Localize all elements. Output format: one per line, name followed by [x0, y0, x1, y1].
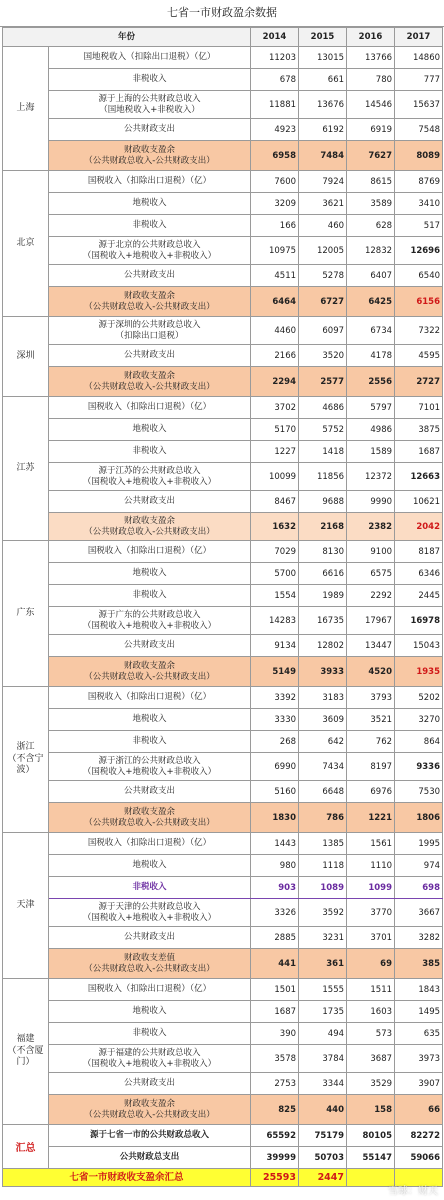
table-row [3, 47, 443, 69]
table-row [3, 781, 443, 803]
value-cell: 3344 [299, 1073, 347, 1095]
table-row [3, 563, 443, 585]
value-cell: 12696 [395, 237, 443, 265]
value-cell: 1443 [251, 833, 299, 855]
value-cell: 7101 [395, 397, 443, 419]
value-cell: 12663 [395, 463, 443, 491]
row-label: 地税收入 [49, 563, 251, 585]
table-row [3, 541, 443, 563]
table-row [3, 855, 443, 877]
value-cell: 1227 [251, 441, 299, 463]
value-cell: 517 [395, 215, 443, 237]
value-cell: 14546 [347, 91, 395, 119]
province-cell: 天津 [3, 833, 49, 979]
summary-label: 公共财政总支出 [49, 1147, 251, 1169]
row-label: 非税收入 [49, 1023, 251, 1045]
value-cell: 3667 [395, 899, 443, 927]
value-cell: 6990 [251, 753, 299, 781]
province-cell: 福建 （不含厦 门） [3, 979, 49, 1125]
value-cell: 16735 [299, 607, 347, 635]
value-cell: 1589 [347, 441, 395, 463]
value-cell: 1554 [251, 585, 299, 607]
value-cell: 5700 [251, 563, 299, 585]
table-row [3, 397, 443, 419]
value-cell: 8197 [347, 753, 395, 781]
row-label: 源于深圳的公共财政总收入 （扣除出口退税） [49, 317, 251, 345]
table-row [3, 171, 443, 193]
value-cell: 1495 [395, 1001, 443, 1023]
row-label: 公共财政支出 [49, 491, 251, 513]
value-cell: 8467 [251, 491, 299, 513]
value-cell: 15043 [395, 635, 443, 657]
row-label: 源于广东的公共财政总收入 （国税收入+地税收入+非税收入） [49, 607, 251, 635]
value-cell: 3702 [251, 397, 299, 419]
table-row [3, 1001, 443, 1023]
value-cell: 10975 [251, 237, 299, 265]
summary-row [3, 1147, 443, 1169]
summary-value: 65592 [251, 1125, 299, 1147]
row-label: 公共财政支出 [49, 265, 251, 287]
value-cell: 6919 [347, 119, 395, 141]
value-cell: 12832 [347, 237, 395, 265]
value-cell: 3609 [299, 709, 347, 731]
value-cell: 10621 [395, 491, 443, 513]
value-cell: 1221 [347, 803, 395, 833]
value-cell: 8615 [347, 171, 395, 193]
row-label: 公共财政支出 [49, 927, 251, 949]
value-cell: 440 [299, 1095, 347, 1125]
value-cell: 1501 [251, 979, 299, 1001]
value-cell: 3687 [347, 1045, 395, 1073]
value-cell: 786 [299, 803, 347, 833]
value-cell: 762 [347, 731, 395, 753]
row-label: 财政收支盈余 （公共财政总收入-公共财政支出） [49, 1095, 251, 1125]
row-label: 地税收入 [49, 709, 251, 731]
value-cell: 6727 [299, 287, 347, 317]
summary-label: 源于七省一市的公共财政总收入 [49, 1125, 251, 1147]
row-label: 财政收支盈余 （公共财政总收入-公共财政支出） [49, 657, 251, 687]
table-row [3, 687, 443, 709]
value-cell: 3521 [347, 709, 395, 731]
row-label: 地税收入 [49, 1001, 251, 1023]
value-cell: 6346 [395, 563, 443, 585]
value-cell: 3183 [299, 687, 347, 709]
value-cell: 777 [395, 69, 443, 91]
table-row [3, 927, 443, 949]
value-cell: 1735 [299, 1001, 347, 1023]
table-row [3, 731, 443, 753]
value-cell: 13676 [299, 91, 347, 119]
row-label: 源于天津的公共财政总收入 （国税收入+地税收入+非税收入） [49, 899, 251, 927]
table-row [3, 287, 443, 317]
row-label: 财政收支盈余 （公共财政总收入-公共财政支出） [49, 803, 251, 833]
row-label: 非税收入 [49, 731, 251, 753]
value-cell: 5160 [251, 781, 299, 803]
value-cell: 9336 [395, 753, 443, 781]
value-cell: 2577 [299, 367, 347, 397]
row-label: 公共财政支出 [49, 1073, 251, 1095]
value-cell: 3209 [251, 193, 299, 215]
summary-row [3, 1125, 443, 1147]
value-cell: 7322 [395, 317, 443, 345]
value-cell: 4520 [347, 657, 395, 687]
value-cell: 5170 [251, 419, 299, 441]
value-cell: 3770 [347, 899, 395, 927]
value-cell: 12802 [299, 635, 347, 657]
row-label: 非税收入 [49, 69, 251, 91]
summary-province-cell: 汇总 [3, 1125, 49, 1169]
table-row [3, 1095, 443, 1125]
value-cell: 12005 [299, 237, 347, 265]
value-cell: 2294 [251, 367, 299, 397]
value-cell: 3875 [395, 419, 443, 441]
table-row [3, 419, 443, 441]
row-label: 公共财政支出 [49, 119, 251, 141]
value-cell: 974 [395, 855, 443, 877]
value-cell: 9134 [251, 635, 299, 657]
value-cell: 6958 [251, 141, 299, 171]
value-cell: 13015 [299, 47, 347, 69]
value-cell: 1632 [251, 513, 299, 541]
value-cell: 780 [347, 69, 395, 91]
value-cell: 7484 [299, 141, 347, 171]
table-row [3, 367, 443, 397]
value-cell: 390 [251, 1023, 299, 1045]
row-label: 源于浙江的公共财政总收入 （国税收入+地税收入+非税收入） [49, 753, 251, 781]
header-year: 2015 [299, 28, 347, 47]
header-row [3, 28, 443, 47]
row-label: 地税收入 [49, 193, 251, 215]
value-cell: 3529 [347, 1073, 395, 1095]
table-row [3, 753, 443, 781]
row-label: 财政收支盈余 （公共财政总收入-公共财政支出） [49, 287, 251, 317]
value-cell: 5752 [299, 419, 347, 441]
value-cell: 980 [251, 855, 299, 877]
value-cell: 14860 [395, 47, 443, 69]
table-row [3, 1045, 443, 1073]
table-row [3, 491, 443, 513]
header-year: 2017 [395, 28, 443, 47]
row-label: 源于上海的公共财政总收入 （国地税收入+非税收入） [49, 91, 251, 119]
value-cell: 2168 [299, 513, 347, 541]
value-cell: 2885 [251, 927, 299, 949]
value-cell: 11203 [251, 47, 299, 69]
value-cell: 3973 [395, 1045, 443, 1073]
table-row [3, 979, 443, 1001]
value-cell: 6575 [347, 563, 395, 585]
value-cell: 6540 [395, 265, 443, 287]
row-label: 公共财政支出 [49, 345, 251, 367]
table-row [3, 709, 443, 731]
value-cell: 2753 [251, 1073, 299, 1095]
province-cell: 浙江 （不含宁 波） [3, 687, 49, 833]
value-cell: 903 [251, 877, 299, 899]
row-label: 国税收入（扣除出口退税）（亿） [49, 979, 251, 1001]
row-label: 财政收支差值 （公共财政总收入-公共财政支出） [49, 949, 251, 979]
value-cell: 3793 [347, 687, 395, 709]
value-cell: 1687 [395, 441, 443, 463]
value-cell: 6425 [347, 287, 395, 317]
row-label: 财政收支盈余 （公共财政总收入-公共财政支出） [49, 367, 251, 397]
value-cell: 7530 [395, 781, 443, 803]
table-row [3, 1023, 443, 1045]
grand-total-value: 2447 [299, 1169, 347, 1187]
table-row [3, 877, 443, 899]
value-cell: 16978 [395, 607, 443, 635]
table-row [3, 265, 443, 287]
value-cell: 1843 [395, 979, 443, 1001]
value-cell: 864 [395, 731, 443, 753]
value-cell: 2042 [395, 513, 443, 541]
value-cell: 1935 [395, 657, 443, 687]
value-cell: 1118 [299, 855, 347, 877]
table-row [3, 657, 443, 687]
value-cell: 3933 [299, 657, 347, 687]
row-label: 源于福建的公共财政总收入 （国税收入+地税收入+非税收入） [49, 1045, 251, 1073]
row-label: 国税收入（扣除出口退税）（亿） [49, 687, 251, 709]
value-cell: 6097 [299, 317, 347, 345]
row-label: 地税收入 [49, 419, 251, 441]
value-cell: 6464 [251, 287, 299, 317]
table-row [3, 237, 443, 265]
table-row [3, 463, 443, 491]
row-label: 财政收支盈余 （公共财政总收入-公共财政支出） [49, 513, 251, 541]
value-cell: 1089 [299, 877, 347, 899]
table-row [3, 91, 443, 119]
value-cell: 4923 [251, 119, 299, 141]
value-cell: 1555 [299, 979, 347, 1001]
value-cell: 1099 [347, 877, 395, 899]
table-row [3, 441, 443, 463]
row-label: 国地税收入（扣除出口退税）（亿） [49, 47, 251, 69]
value-cell: 2556 [347, 367, 395, 397]
value-cell: 1806 [395, 803, 443, 833]
summary-value: 59066 [395, 1147, 443, 1169]
value-cell: 9100 [347, 541, 395, 563]
summary-value: 82272 [395, 1125, 443, 1147]
table-row [3, 317, 443, 345]
value-cell: 8130 [299, 541, 347, 563]
header-year: 2014 [251, 28, 299, 47]
value-cell: 6648 [299, 781, 347, 803]
value-cell: 1385 [299, 833, 347, 855]
value-cell: 8089 [395, 141, 443, 171]
table-row [3, 899, 443, 927]
value-cell: 3578 [251, 1045, 299, 1073]
value-cell: 1687 [251, 1001, 299, 1023]
province-cell: 江苏 [3, 397, 49, 541]
value-cell: 13447 [347, 635, 395, 657]
value-cell: 7924 [299, 171, 347, 193]
table-row [3, 635, 443, 657]
value-cell: 7434 [299, 753, 347, 781]
value-cell: 6156 [395, 287, 443, 317]
row-label: 财政收支盈余 （公共财政总收入-公共财政支出） [49, 141, 251, 171]
value-cell: 2445 [395, 585, 443, 607]
value-cell: 3231 [299, 927, 347, 949]
value-cell: 5202 [395, 687, 443, 709]
summary-value: 80105 [347, 1125, 395, 1147]
value-cell: 4511 [251, 265, 299, 287]
value-cell: 8769 [395, 171, 443, 193]
value-cell: 494 [299, 1023, 347, 1045]
value-cell: 15637 [395, 91, 443, 119]
fiscal-table [2, 27, 443, 1187]
value-cell: 3701 [347, 927, 395, 949]
value-cell: 2292 [347, 585, 395, 607]
value-cell: 5149 [251, 657, 299, 687]
value-cell: 678 [251, 69, 299, 91]
value-cell: 4686 [299, 397, 347, 419]
value-cell: 12372 [347, 463, 395, 491]
value-cell: 441 [251, 949, 299, 979]
value-cell: 4460 [251, 317, 299, 345]
value-cell: 2382 [347, 513, 395, 541]
value-cell: 1110 [347, 855, 395, 877]
value-cell: 4595 [395, 345, 443, 367]
value-cell: 6734 [347, 317, 395, 345]
value-cell: 460 [299, 215, 347, 237]
value-cell: 3282 [395, 927, 443, 949]
summary-value: 50703 [299, 1147, 347, 1169]
value-cell: 3270 [395, 709, 443, 731]
province-cell: 北京 [3, 171, 49, 317]
value-cell: 361 [299, 949, 347, 979]
value-cell: 17967 [347, 607, 395, 635]
row-label: 源于北京的公共财政总收入 （国税收入+地税收入+非税收入） [49, 237, 251, 265]
summary-value: 39999 [251, 1147, 299, 1169]
value-cell: 3621 [299, 193, 347, 215]
row-label: 非税收入 [49, 877, 251, 899]
value-cell: 3907 [395, 1073, 443, 1095]
grand-total-label: 七省一市财政收支盈余汇总 [3, 1169, 251, 1187]
value-cell: 628 [347, 215, 395, 237]
value-cell: 3592 [299, 899, 347, 927]
value-cell: 4986 [347, 419, 395, 441]
summary-value: 75179 [299, 1125, 347, 1147]
row-label: 源于江苏的公共财政总收入 （国税收入+地税收入+非税收入） [49, 463, 251, 491]
value-cell: 69 [347, 949, 395, 979]
watermark: 雪球：财天 [388, 1186, 438, 1197]
value-cell: 1989 [299, 585, 347, 607]
value-cell: 1603 [347, 1001, 395, 1023]
row-label: 国税收入（扣除出口退税）（亿） [49, 541, 251, 563]
value-cell: 2166 [251, 345, 299, 367]
value-cell: 4178 [347, 345, 395, 367]
value-cell: 642 [299, 731, 347, 753]
value-cell: 9688 [299, 491, 347, 513]
value-cell: 635 [395, 1023, 443, 1045]
province-cell: 上海 [3, 47, 49, 171]
header-label: 年份 [3, 28, 251, 47]
page-title: 七省一市财政盈余数据 [0, 0, 444, 27]
grand-total-value: 25593 [251, 1169, 299, 1187]
value-cell: 3784 [299, 1045, 347, 1073]
row-label: 国税收入（扣除出口退税）（亿） [49, 833, 251, 855]
value-cell: 13766 [347, 47, 395, 69]
table-row [3, 513, 443, 541]
summary-value: 55147 [347, 1147, 395, 1169]
table-row [3, 585, 443, 607]
value-cell: 2727 [395, 367, 443, 397]
value-cell: 1561 [347, 833, 395, 855]
value-cell: 3326 [251, 899, 299, 927]
header-year: 2016 [347, 28, 395, 47]
row-label: 非税收入 [49, 441, 251, 463]
value-cell: 10099 [251, 463, 299, 491]
value-cell: 166 [251, 215, 299, 237]
table-row [3, 141, 443, 171]
row-label: 非税收入 [49, 585, 251, 607]
row-label: 公共财政支出 [49, 781, 251, 803]
value-cell: 698 [395, 877, 443, 899]
table-row [3, 193, 443, 215]
province-cell: 深圳 [3, 317, 49, 397]
value-cell: 825 [251, 1095, 299, 1125]
value-cell: 11881 [251, 91, 299, 119]
value-cell: 1511 [347, 979, 395, 1001]
value-cell: 3330 [251, 709, 299, 731]
value-cell: 7600 [251, 171, 299, 193]
value-cell: 6616 [299, 563, 347, 585]
value-cell: 5278 [299, 265, 347, 287]
value-cell: 7627 [347, 141, 395, 171]
value-cell: 1418 [299, 441, 347, 463]
value-cell: 385 [395, 949, 443, 979]
value-cell: 158 [347, 1095, 395, 1125]
province-cell: 广东 [3, 541, 49, 687]
row-label: 非税收入 [49, 215, 251, 237]
value-cell: 661 [299, 69, 347, 91]
value-cell: 8187 [395, 541, 443, 563]
value-cell: 1995 [395, 833, 443, 855]
value-cell: 6976 [347, 781, 395, 803]
table-row [3, 119, 443, 141]
value-cell: 573 [347, 1023, 395, 1045]
table-row [3, 345, 443, 367]
value-cell: 6407 [347, 265, 395, 287]
value-cell: 5797 [347, 397, 395, 419]
value-cell: 6192 [299, 119, 347, 141]
value-cell: 9990 [347, 491, 395, 513]
value-cell: 268 [251, 731, 299, 753]
table-row [3, 949, 443, 979]
grand-total-row [3, 1169, 443, 1187]
value-cell: 3520 [299, 345, 347, 367]
value-cell: 14283 [251, 607, 299, 635]
table-row [3, 69, 443, 91]
row-label: 公共财政支出 [49, 635, 251, 657]
table-row [3, 215, 443, 237]
table-row [3, 1073, 443, 1095]
row-label: 国税收入（扣除出口退税）（亿） [49, 171, 251, 193]
value-cell: 66 [395, 1095, 443, 1125]
row-label: 地税收入 [49, 855, 251, 877]
row-label: 国税收入（扣除出口退税）（亿） [49, 397, 251, 419]
table-row [3, 803, 443, 833]
value-cell: 11856 [299, 463, 347, 491]
value-cell: 3392 [251, 687, 299, 709]
value-cell: 3410 [395, 193, 443, 215]
value-cell: 7029 [251, 541, 299, 563]
value-cell: 1830 [251, 803, 299, 833]
table-row [3, 833, 443, 855]
value-cell: 7548 [395, 119, 443, 141]
table-row [3, 607, 443, 635]
value-cell: 3589 [347, 193, 395, 215]
